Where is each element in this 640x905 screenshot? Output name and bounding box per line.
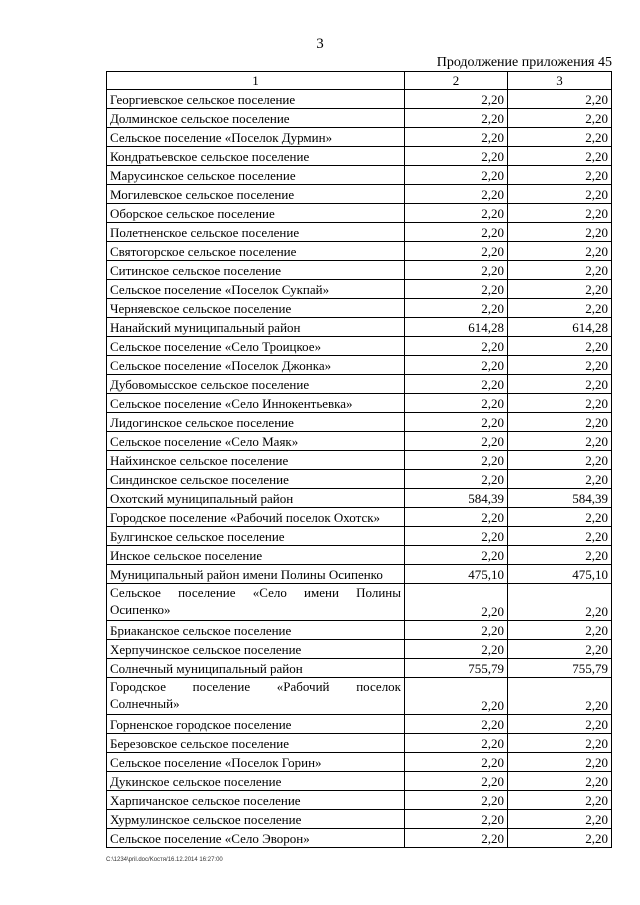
row-name-cell: Нанайский муниципальный район: [107, 318, 405, 337]
row-value-col3: 2,20: [508, 527, 612, 546]
row-value-col2: 2,20: [405, 621, 508, 640]
row-value-col2: 2,20: [405, 810, 508, 829]
row-value-col3: 2,20: [508, 223, 612, 242]
row-value-col2: 2,20: [405, 90, 508, 109]
row-value-col2: 2,20: [405, 508, 508, 527]
table-row: [107, 356, 612, 375]
row-value-col3: 755,79: [508, 659, 612, 678]
row-name-cell: Бриаканское сельское поселение: [107, 621, 405, 640]
row-value-col2: 2,20: [405, 527, 508, 546]
appendix-continuation-title: Продолжение приложения 45: [436, 55, 612, 70]
row-name-cell: Хурмулинское сельское поселение: [107, 810, 405, 829]
row-value-col2: 2,20: [405, 166, 508, 185]
row-value-col2: 2,20: [405, 394, 508, 413]
row-value-col2: 755,79: [405, 659, 508, 678]
row-value-col3: 614,28: [508, 318, 612, 337]
table-row: [107, 527, 612, 546]
row-value-col2: 2,20: [405, 128, 508, 147]
table-row: [107, 109, 612, 128]
row-name-cell: Сельское поселение «Село Маяк»: [107, 432, 405, 451]
row-value-col2: 2,20: [405, 337, 508, 356]
table-row: [107, 375, 612, 394]
table-row: [107, 791, 612, 810]
row-value-col2: 2,20: [405, 829, 508, 848]
row-value-col2: 2,20: [405, 109, 508, 128]
row-value-col2: 2,20: [405, 451, 508, 470]
row-value-col3: 2,20: [508, 791, 612, 810]
row-name-cell: Сельское поселение «Село Эворон»: [107, 829, 405, 848]
row-name-cell: Охотский муниципальный район: [107, 489, 405, 508]
row-name-cell: Сельское поселение «Село имени Полины Осипенко»: [107, 584, 405, 621]
table-row: [107, 451, 612, 470]
row-value-col3: 2,20: [508, 128, 612, 147]
table-row: [107, 147, 612, 166]
row-value-col2: 2,20: [405, 734, 508, 753]
row-value-col2: 2,20: [405, 242, 508, 261]
table-row: [107, 584, 612, 621]
table-row: [107, 394, 612, 413]
table-row: [107, 621, 612, 640]
row-name-cell: Булгинское сельское поселение: [107, 527, 405, 546]
row-value-col3: 2,20: [508, 413, 612, 432]
row-value-col3: 2,20: [508, 734, 612, 753]
row-value-col2: 2,20: [405, 413, 508, 432]
row-value-col3: 2,20: [508, 715, 612, 734]
table-row: [107, 753, 612, 772]
table-row: [107, 280, 612, 299]
table-header-row: [107, 72, 612, 90]
row-value-col2: 2,20: [405, 375, 508, 394]
table-row: [107, 166, 612, 185]
row-value-col3: 2,20: [508, 621, 612, 640]
row-value-col3: 2,20: [508, 772, 612, 791]
row-name-cell: Дукинское сельское поселение: [107, 772, 405, 791]
column-header-1: 1: [107, 72, 405, 90]
row-value-col2: 2,20: [405, 261, 508, 280]
table-row: [107, 413, 612, 432]
row-name-cell: Солнечный муниципальный район: [107, 659, 405, 678]
table-row: [107, 432, 612, 451]
column-header-3: 3: [508, 72, 612, 90]
row-name-cell: Марусинское сельское поселение: [107, 166, 405, 185]
table-row: [107, 678, 612, 715]
row-value-col3: 2,20: [508, 470, 612, 489]
row-value-col3: 2,20: [508, 280, 612, 299]
row-value-col3: 2,20: [508, 508, 612, 527]
table-row: [107, 546, 612, 565]
row-value-col3: 2,20: [508, 451, 612, 470]
row-value-col2: 2,20: [405, 640, 508, 659]
row-value-col3: 2,20: [508, 185, 612, 204]
row-name-cell: Лидогинское сельское поселение: [107, 413, 405, 432]
table-row: [107, 318, 612, 337]
row-name-cell: Оборское сельское поселение: [107, 204, 405, 223]
row-value-col2: 2,20: [405, 223, 508, 242]
column-header-2: 2: [405, 72, 508, 90]
row-value-col3: 2,20: [508, 810, 612, 829]
row-name-cell: Долминское сельское поселение: [107, 109, 405, 128]
row-value-col3: 2,20: [508, 261, 612, 280]
table-row: [107, 90, 612, 109]
data-table: [106, 71, 612, 848]
row-name-cell: Херпучинское сельское поселение: [107, 640, 405, 659]
table-row: [107, 299, 612, 318]
row-value-col3: 2,20: [508, 753, 612, 772]
table-row: [107, 659, 612, 678]
row-value-col2: 2,20: [405, 204, 508, 223]
row-value-col2: 2,20: [405, 546, 508, 565]
row-value-col2: 2,20: [405, 772, 508, 791]
row-value-col2: 2,20: [405, 791, 508, 810]
row-value-col2: 614,28: [405, 318, 508, 337]
row-name-cell: Харпичанское сельское поселение: [107, 791, 405, 810]
row-value-col2: 2,20: [405, 147, 508, 166]
row-name-cell: Сельское поселение «Поселок Дурмин»: [107, 128, 405, 147]
row-name-cell: Черняевское сельское поселение: [107, 299, 405, 318]
row-value-col3: 2,20: [508, 166, 612, 185]
row-value-col2: 584,39: [405, 489, 508, 508]
table-row: [107, 640, 612, 659]
row-name-cell: Сельское поселение «Поселок Сукпай»: [107, 280, 405, 299]
table-row: [107, 508, 612, 527]
row-value-col3: 475,10: [508, 565, 612, 584]
row-value-col3: 2,20: [508, 829, 612, 848]
row-name-cell: Дубовомысское сельское поселение: [107, 375, 405, 394]
row-name-cell: Инское сельское поселение: [107, 546, 405, 565]
table-row: [107, 470, 612, 489]
row-value-col3: 584,39: [508, 489, 612, 508]
row-name-cell: Сельское поселение «Поселок Горин»: [107, 753, 405, 772]
row-value-col2: 2,20: [405, 280, 508, 299]
row-name-cell: Святогорское сельское поселение: [107, 242, 405, 261]
row-value-col3: 2,20: [508, 375, 612, 394]
row-name-cell: Сельское поселение «Село Иннокентьевка»: [107, 394, 405, 413]
table-row: [107, 489, 612, 508]
row-value-col2: 2,20: [405, 584, 508, 621]
row-value-col3: 2,20: [508, 584, 612, 621]
table-row: [107, 223, 612, 242]
row-value-col3: 2,20: [508, 299, 612, 318]
row-value-col2: 2,20: [405, 678, 508, 715]
table-row: [107, 242, 612, 261]
row-value-col2: 2,20: [405, 715, 508, 734]
table-row: [107, 715, 612, 734]
row-value-col2: 2,20: [405, 299, 508, 318]
row-name-cell: Полетненское сельское поселение: [107, 223, 405, 242]
table-row: [107, 128, 612, 147]
row-value-col3: 2,20: [508, 337, 612, 356]
row-value-col3: 2,20: [508, 432, 612, 451]
table-row: [107, 772, 612, 791]
row-value-col2: 2,20: [405, 470, 508, 489]
table-row: [107, 810, 612, 829]
row-name-cell: Синдинское сельское поселение: [107, 470, 405, 489]
table-row: [107, 734, 612, 753]
row-name-cell: Березовское сельское поселение: [107, 734, 405, 753]
file-path-footer: C:\1234\pril.doc/Kocтя/16.12.2014 16:27:00: [106, 857, 223, 863]
row-name-cell: Сельское поселение «Поселок Джонка»: [107, 356, 405, 375]
row-value-col2: 475,10: [405, 565, 508, 584]
table-row: [107, 204, 612, 223]
table-row: [107, 829, 612, 848]
row-name-cell: Муниципальный район имени Полины Осипенко: [107, 565, 405, 584]
table-row: [107, 565, 612, 584]
row-value-col3: 2,20: [508, 678, 612, 715]
row-name-cell: Могилевское сельское поселение: [107, 185, 405, 204]
row-value-col2: 2,20: [405, 432, 508, 451]
row-name-cell: Кондратьевское сельское поселение: [107, 147, 405, 166]
row-name-cell: Городское поселение «Рабочий поселок Солнечный»: [107, 678, 405, 715]
row-value-col2: 2,20: [405, 753, 508, 772]
row-value-col3: 2,20: [508, 90, 612, 109]
row-value-col3: 2,20: [508, 109, 612, 128]
row-value-col3: 2,20: [508, 356, 612, 375]
row-name-cell: Найхинское сельское поселение: [107, 451, 405, 470]
table-row: [107, 261, 612, 280]
row-value-col2: 2,20: [405, 356, 508, 375]
page-number: 3: [316, 36, 324, 52]
row-name-cell: Горненское городское поселение: [107, 715, 405, 734]
row-value-col3: 2,20: [508, 242, 612, 261]
row-name-cell: Георгиевское сельское поселение: [107, 90, 405, 109]
table-row: [107, 185, 612, 204]
row-value-col2: 2,20: [405, 185, 508, 204]
row-name-cell: Ситинское сельское поселение: [107, 261, 405, 280]
table-row: [107, 337, 612, 356]
row-value-col3: 2,20: [508, 640, 612, 659]
row-name-cell: Городское поселение «Рабочий поселок Охотск»: [107, 508, 405, 527]
row-value-col3: 2,20: [508, 147, 612, 166]
row-value-col3: 2,20: [508, 546, 612, 565]
row-value-col3: 2,20: [508, 204, 612, 223]
row-name-cell: Сельское поселение «Село Троицкое»: [107, 337, 405, 356]
row-value-col3: 2,20: [508, 394, 612, 413]
